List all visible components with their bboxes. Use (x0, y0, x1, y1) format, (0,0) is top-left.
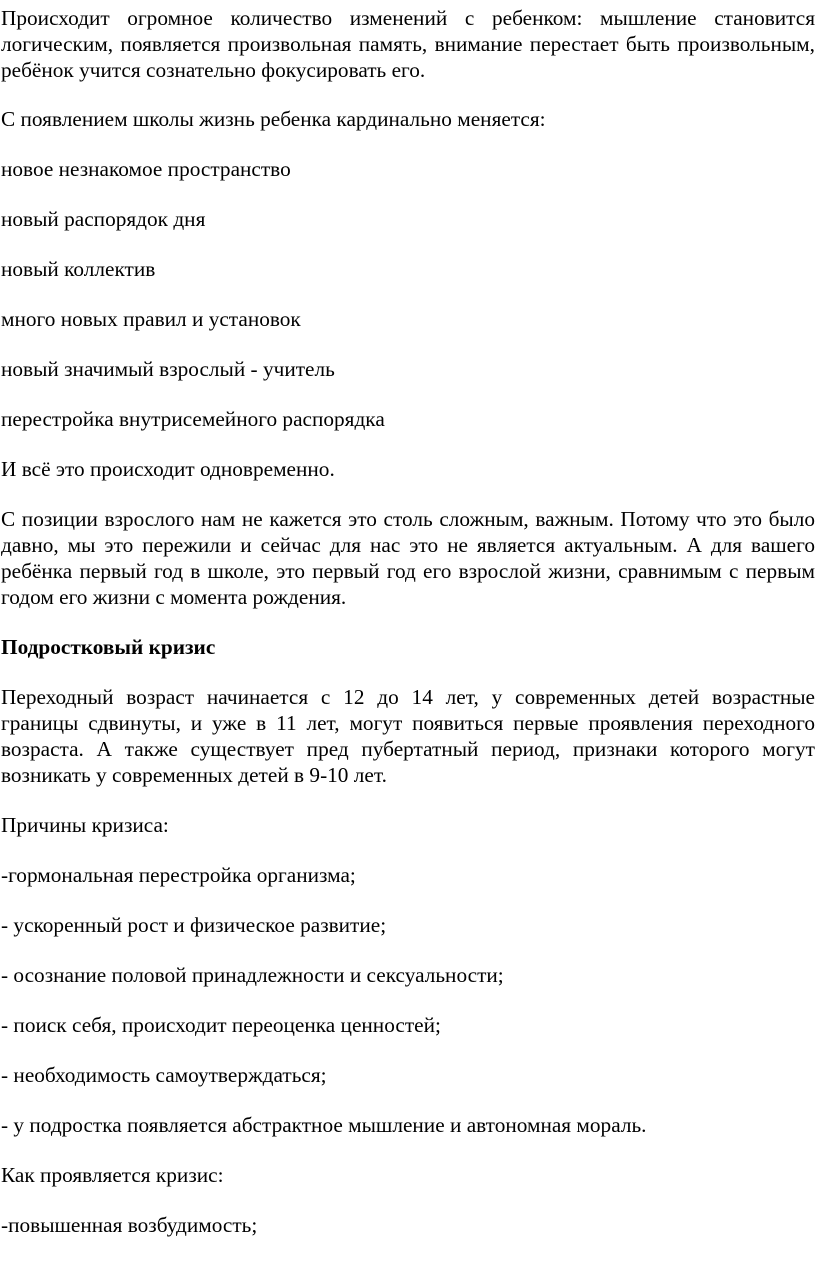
list-item: - ускоренный рост и физическое развитие; (1, 913, 387, 937)
school-intro: С появлением школы жизнь ребенка кардинально меняется: (1, 107, 546, 131)
manifestation-title: Как проявляется кризис: (1, 1163, 224, 1187)
list-item: - у подростка появляется абстрактное мышление и автономная мораль. (1, 1113, 647, 1137)
teen-crisis-paragraph: Переходный возраст начинается с 12 до 14 лет, у современных детей возрастные границы сдвинуты, и уже в 11 лет, могут появиться первые проявления переходного возраста. А также существует пред пубертатный период, признаки которого могут возникать у современных детей в 9-10 лет. (1, 685, 815, 787)
list-item: -гормональная перестройка организма; (1, 863, 356, 887)
list-item: перестройка внутрисемейного распорядка (1, 407, 385, 431)
list-item: -повышенная возбудимость; (1, 1213, 258, 1237)
list-item: новый значимый взрослый - учитель (1, 357, 335, 381)
list-item: - осознание половой принадлежности и сексуальности; (1, 963, 504, 987)
causes-title: Причины кризиса: (1, 813, 169, 837)
intro-paragraph: Происходит огромное количество изменений с ребенком: мышление становится логическим, появляется произвольная память, внимание перестает быть произвольным, ребёнок учится сознательно фокусировать его. (1, 6, 815, 82)
simultaneous-note: И всё это происходит одновременно. (1, 457, 335, 481)
teen-crisis-heading: Подростковый кризис (1, 635, 216, 659)
list-item: - поиск себя, происходит переоценка ценностей; (1, 1013, 441, 1037)
list-item: много новых правил и установок (1, 307, 301, 331)
list-item: - необходимость самоутверждаться; (1, 1063, 327, 1087)
adult-position-paragraph: С позиции взрослого нам не кажется это столь сложным, важным. Потому что это было давно, мы это пережили и сейчас для нас это не является актуальным. А для вашего ребёнка первый год в школе, это первый год его взрослой жизни, сравнимым с первым годом его жизни с момента рождения. (1, 507, 815, 609)
list-item: новый коллектив (1, 257, 156, 281)
list-item: новое незнакомое пространство (1, 157, 291, 181)
list-item: новый распорядок дня (1, 207, 206, 231)
